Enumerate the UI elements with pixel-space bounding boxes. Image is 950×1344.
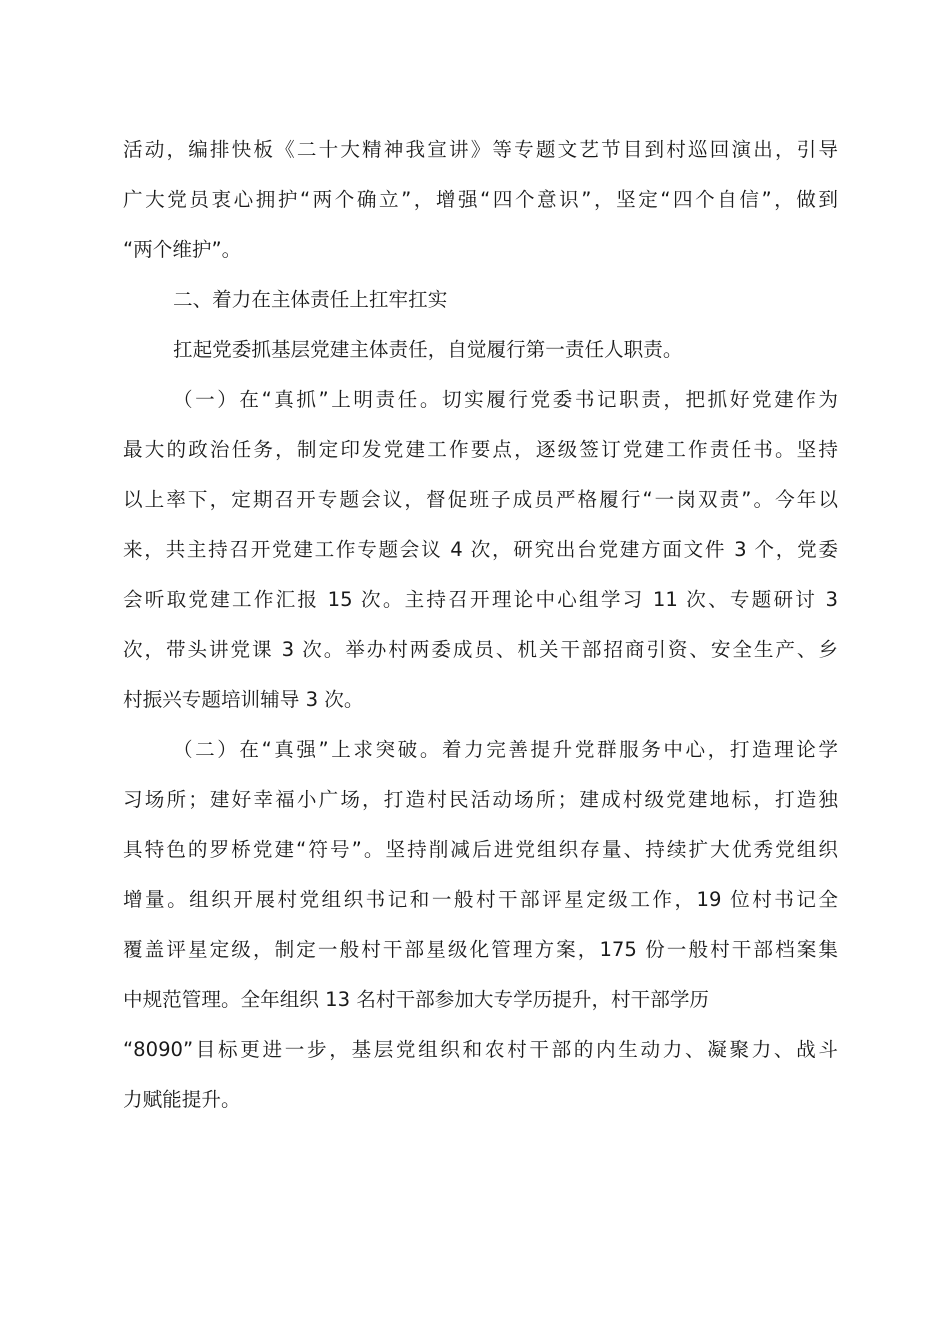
text-line: 最大的政治任务，制定印发党建工作要点，逐级签订党建工作责任书。坚持 <box>123 438 838 461</box>
text-line: 具特色的罗桥党建“符号”。坚持削减后进党组织存量、持续扩大优秀党组织 <box>123 838 838 861</box>
subsection-line: （二）在“真强”上求突破。着力完善提升党群服务中心，打造理论学 <box>173 738 838 761</box>
text-line: 覆盖评星定级，制定一般村干部星级化管理方案，175 份一般村干部档案集 <box>123 938 838 961</box>
text-line: 中规范管理。全年组织 13 名村干部参加大专学历提升，村干部学历 <box>123 988 710 1011</box>
text-line: “8090”目标更进一步，基层党组织和农村干部的内生动力、凝聚力、战斗 <box>123 1038 838 1061</box>
text-line: 次，带头讲党课 3 次。举办村两委成员、机关干部招商引资、安全生产、乡 <box>123 638 838 661</box>
text-line: 扛起党委抓基层党建主体责任，自觉履行第一责任人职责。 <box>173 338 683 361</box>
text-line: “两个维护”。 <box>123 238 242 261</box>
text-line: 村振兴专题培训辅导 3 次。 <box>123 688 364 711</box>
text-line: 以上率下，定期召开专题会议，督促班子成员严格履行“一岗双责”。今年以 <box>123 488 838 511</box>
text-line: 增量。组织开展村党组织书记和一般村干部评星定级工作，19 位村书记全 <box>123 888 838 911</box>
text-line: 会听取党建工作汇报 15 次。主持召开理论中心组学习 11 次、专题研讨 3 <box>123 588 838 611</box>
text-line: 活动，编排快板《二十大精神我宣讲》等专题文艺节目到村巡回演出，引导 <box>123 138 838 161</box>
text-line: 来，共主持召开党建工作专题会议 4 次，研究出台党建方面文件 3 个，党委 <box>123 538 838 561</box>
subsection-line: （一）在“真抓”上明责任。切实履行党委书记职责，把抓好党建作为 <box>173 388 838 411</box>
text-line: 习场所；建好幸福小广场，打造村民活动场所；建成村级党建地标，打造独 <box>123 788 838 811</box>
document-body <box>123 125 838 1125</box>
section-heading: 二、着力在主体责任上扛牢扛实 <box>173 288 448 311</box>
text-line: 力赋能提升。 <box>123 1088 241 1111</box>
text-line: 广大党员衷心拥护“两个确立”，增强“四个意识”，坚定“四个自信”，做到 <box>123 188 838 211</box>
